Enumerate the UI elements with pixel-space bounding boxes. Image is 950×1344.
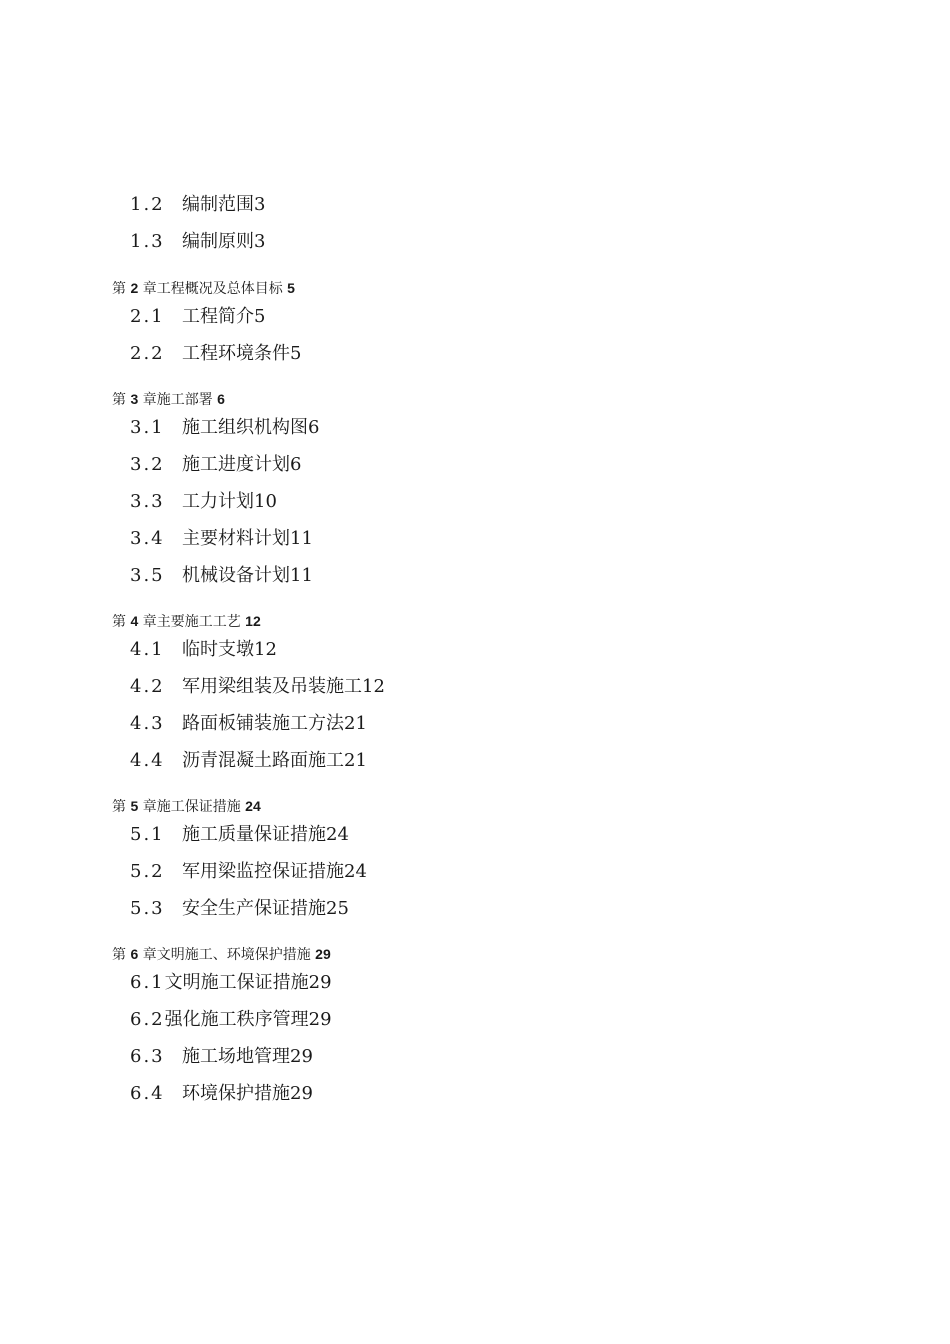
- chapter-number: 5: [130, 798, 139, 814]
- section-number: 5.2: [130, 861, 165, 882]
- toc-chapter-2[interactable]: [112, 278, 295, 299]
- toc-chapter-4[interactable]: [112, 611, 261, 632]
- chapter-title: 章主要施工工艺: [142, 614, 241, 630]
- section-number: 6.4: [130, 1083, 165, 1104]
- page-number: 12: [245, 613, 261, 629]
- page-number: 6: [290, 454, 302, 475]
- toc-entry-3-3[interactable]: [130, 490, 277, 514]
- toc-entry-3-1[interactable]: [130, 416, 319, 440]
- chapter-number: 2: [130, 280, 139, 296]
- section-title: 工程环境条件: [182, 343, 290, 364]
- chapter-prefix: 第: [112, 614, 126, 630]
- page-number: 29: [308, 972, 332, 993]
- chapter-title: 章文明施工、环境保护措施: [142, 947, 311, 963]
- section-title: 主要材料计划: [182, 528, 290, 549]
- section-title: 编制原则: [182, 231, 254, 252]
- section-title: 机械设备计划: [182, 565, 290, 586]
- toc-entry-2-1[interactable]: [130, 305, 265, 329]
- page-number: 24: [245, 798, 261, 814]
- chapter-title: 章施工保证措施: [142, 799, 241, 815]
- toc-chapter-5[interactable]: [112, 796, 261, 817]
- page-number: 6: [308, 417, 320, 438]
- toc-entry-5-3[interactable]: [130, 897, 349, 921]
- section-title: 施工质量保证措施: [182, 824, 326, 845]
- section-number: 3.1: [130, 417, 165, 438]
- toc-entry-4-3[interactable]: [130, 712, 367, 736]
- page-number: 5: [287, 280, 295, 296]
- section-number: 2.2: [130, 343, 165, 364]
- page-number: 21: [344, 750, 367, 771]
- toc-chapter-3[interactable]: [112, 389, 225, 410]
- section-title: 施工组织机构图: [182, 417, 308, 438]
- section-number: 1.2: [130, 194, 165, 215]
- section-title: 环境保护措施: [182, 1083, 290, 1104]
- section-number: 5.1: [130, 824, 165, 845]
- page-number: 12: [362, 676, 385, 697]
- section-title: 施工场地管理: [182, 1046, 290, 1067]
- section-title: 安全生产保证措施: [182, 898, 326, 919]
- section-title: 军用梁组装及吊装施工: [182, 676, 362, 697]
- section-number: 3.2: [130, 454, 165, 475]
- toc-entry-3-5[interactable]: [130, 564, 313, 588]
- chapter-title: 章施工部署: [142, 392, 213, 408]
- section-title: 沥青混凝土路面施工: [182, 750, 344, 771]
- section-number: 5.3: [130, 898, 165, 919]
- page-number: 12: [254, 639, 277, 660]
- page-number: 29: [290, 1046, 313, 1067]
- section-number: 6.3: [130, 1046, 165, 1067]
- page-number: 11: [290, 565, 313, 586]
- toc-entry-1-3[interactable]: [130, 230, 265, 254]
- page-number: 29: [308, 1009, 332, 1030]
- section-title: 路面板铺装施工方法: [182, 713, 344, 734]
- section-title: 工力计划: [182, 491, 254, 512]
- page-number: 5: [254, 306, 266, 327]
- page-number: 10: [254, 491, 277, 512]
- toc-entry-3-4[interactable]: [130, 527, 313, 551]
- page-number: 6: [217, 391, 225, 407]
- toc-entry-4-4[interactable]: [130, 749, 367, 773]
- toc-entry-4-1[interactable]: [130, 638, 277, 662]
- page-number: 29: [290, 1083, 313, 1104]
- toc-entry-5-2[interactable]: [130, 860, 367, 884]
- section-number: 4.4: [130, 750, 165, 771]
- page-number: 5: [290, 343, 302, 364]
- section-title: 编制范围: [182, 194, 254, 215]
- section-number: 2.1: [130, 306, 165, 327]
- toc-chapter-6[interactable]: [112, 944, 331, 965]
- toc-entry-4-2[interactable]: [130, 675, 385, 699]
- page-number: 25: [326, 898, 349, 919]
- page-number: 29: [315, 946, 331, 962]
- page-number: 3: [254, 194, 266, 215]
- section-number: 4.2: [130, 676, 165, 697]
- section-title: 施工进度计划: [182, 454, 290, 475]
- page-number: 24: [326, 824, 349, 845]
- section-number: 1.3: [130, 231, 165, 252]
- toc-entry-2-2[interactable]: [130, 342, 301, 366]
- section-number: 6.2: [130, 1009, 165, 1030]
- section-number: 3.4: [130, 528, 165, 549]
- toc-entry-1-2[interactable]: [130, 193, 265, 217]
- section-title: 强化施工秩序管理: [164, 1009, 309, 1030]
- toc-entry-3-2[interactable]: [130, 453, 301, 477]
- section-number: 4.1: [130, 639, 165, 660]
- page-number: 21: [344, 713, 367, 734]
- section-title: 文明施工保证措施: [164, 972, 309, 993]
- chapter-number: 3: [130, 391, 139, 407]
- section-number: 6.1: [130, 972, 165, 993]
- section-number: 3.3: [130, 491, 165, 512]
- chapter-number: 4: [130, 613, 139, 629]
- section-title: 临时支墩: [182, 639, 254, 660]
- page-number: 24: [344, 861, 367, 882]
- chapter-number: 6: [130, 946, 139, 962]
- chapter-prefix: 第: [112, 799, 126, 815]
- page-number: 3: [254, 231, 266, 252]
- section-number: 3.5: [130, 565, 165, 586]
- chapter-title: 章工程概况及总体目标: [142, 281, 283, 297]
- toc-entry-5-1[interactable]: [130, 823, 349, 847]
- chapter-prefix: 第: [112, 392, 126, 408]
- section-number: 4.3: [130, 713, 165, 734]
- chapter-prefix: 第: [112, 947, 126, 963]
- section-title: 工程简介: [182, 306, 254, 327]
- toc-entry-6-3[interactable]: [130, 1045, 313, 1069]
- toc-entry-6-2[interactable]: [130, 1008, 332, 1032]
- page-number: 11: [290, 528, 313, 549]
- toc-entry-6-4[interactable]: [130, 1082, 313, 1106]
- chapter-prefix: 第: [112, 281, 126, 297]
- toc-entry-6-1[interactable]: [130, 971, 332, 995]
- section-title: 军用梁监控保证措施: [182, 861, 344, 882]
